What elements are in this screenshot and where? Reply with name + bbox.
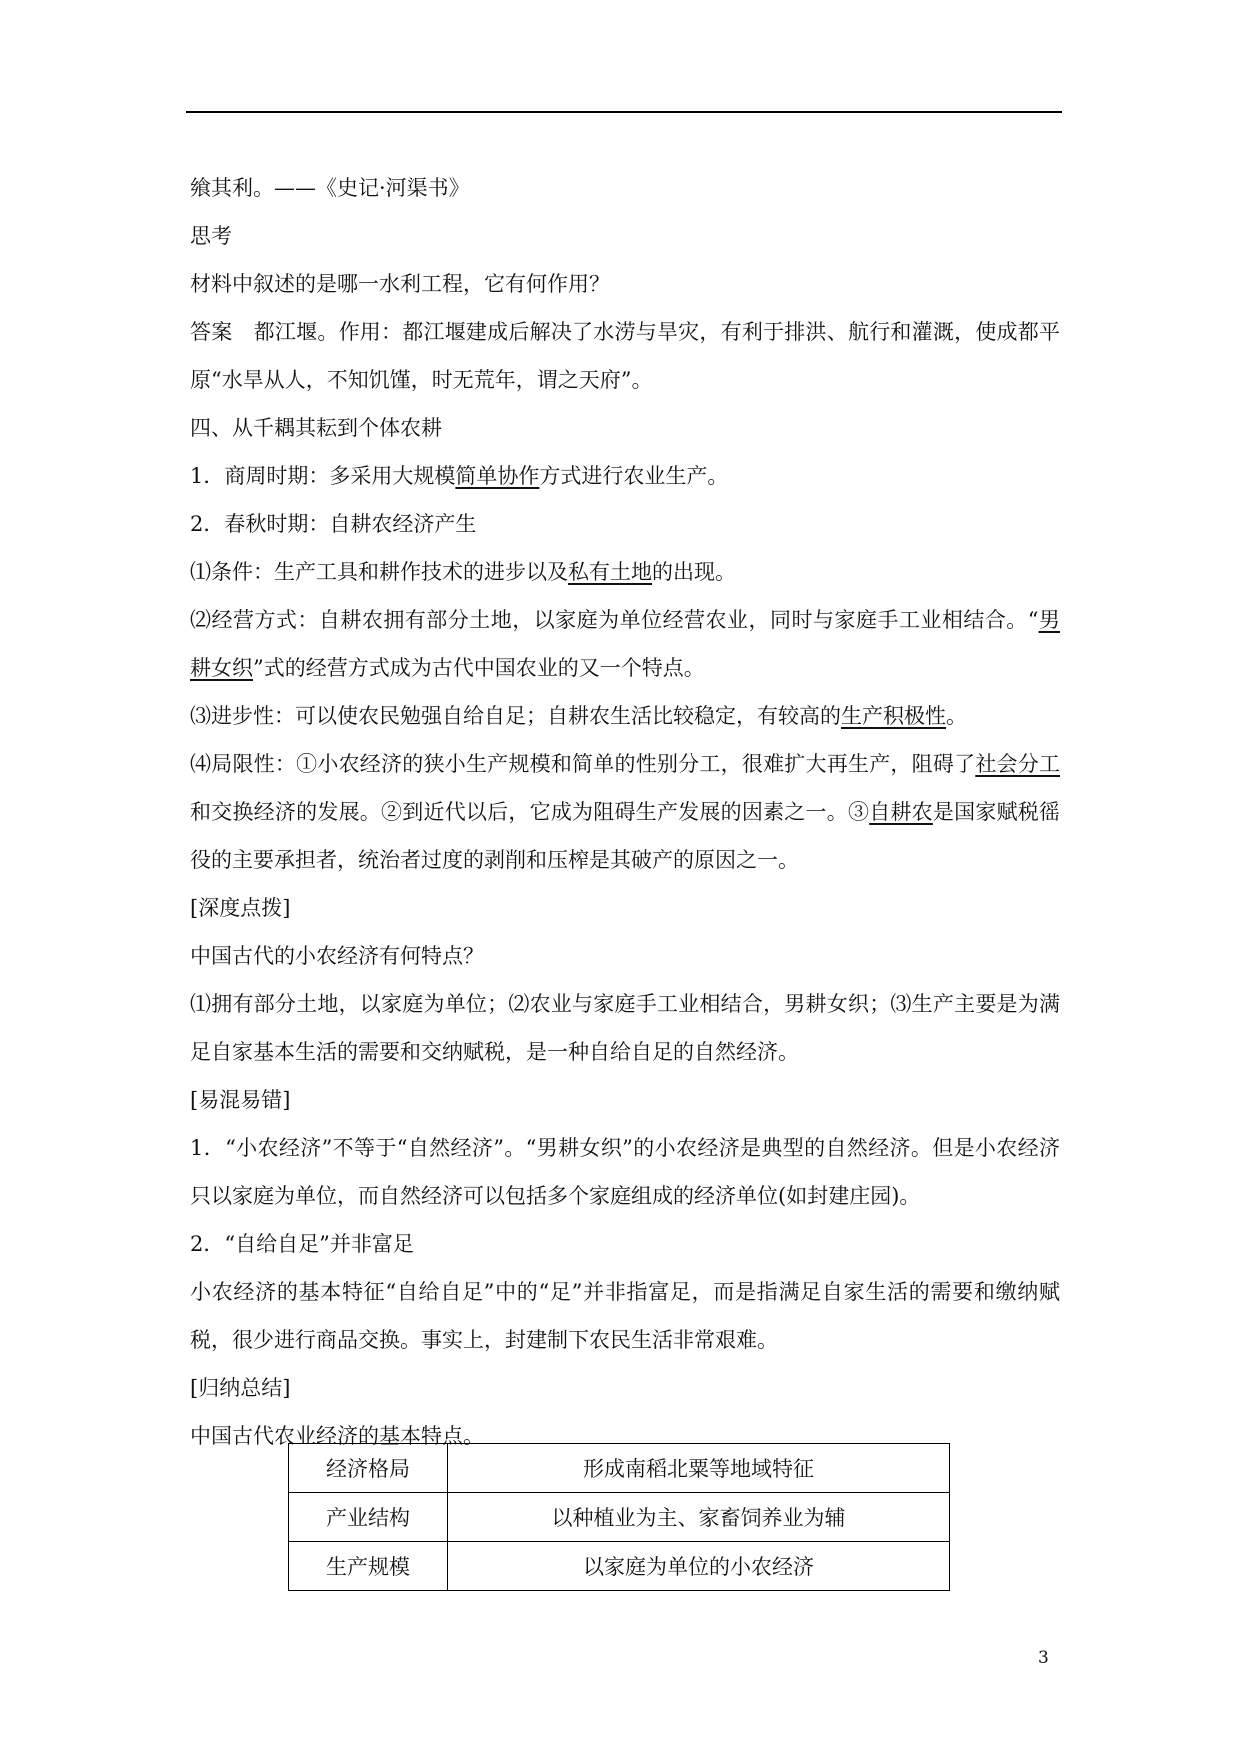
underlined-term: 简单协作 <box>455 464 540 488</box>
paragraph <box>190 1268 1060 1364</box>
text-run: 飨其利。——《史记·河渠书》 <box>190 176 470 200</box>
table-cell-value: 形成南稻北粟等地域特征 <box>448 1444 950 1493</box>
text-run: 1．商周时期：多采用大规模 <box>190 464 456 488</box>
table-row <box>289 1493 950 1542</box>
text-run: ⑷局限性：①小农经济的狭小生产规模和简单的性别分工，很难扩大再生产，阻碍了 <box>190 752 976 776</box>
document-body <box>190 164 1060 1460</box>
paragraph <box>190 1124 1060 1220</box>
underlined-term: 社会分工 <box>975 752 1061 776</box>
paragraph <box>190 212 1060 260</box>
paragraph <box>190 692 1060 740</box>
text-run: 和交换经济的发展。②到近代以后，它成为阻碍生产发展的因素之一。③ <box>190 800 870 824</box>
text-run: ⑶进步性：可以使农民勉强自给自足；自耕农生活比较稳定，有较高的 <box>190 704 841 728</box>
text-run: 的出现。 <box>652 560 736 584</box>
underlined-term: 自耕农 <box>869 800 933 824</box>
paragraph <box>190 1220 1060 1268</box>
text-run: ⑵经营方式：自耕农拥有部分土地，以家庭为单位经营农业，同时与家庭手工业相结合。“ <box>190 608 1039 632</box>
paragraph <box>190 884 1060 932</box>
underlined-term: 私有土地 <box>568 560 652 584</box>
header-rule <box>186 111 1062 113</box>
text-run: [深度点拨] <box>190 896 291 920</box>
table-cell-value: 以种植业为主、家畜饲养业为辅 <box>448 1493 950 1542</box>
table-row <box>289 1444 950 1493</box>
paragraph <box>190 548 1060 596</box>
page-number: 3 <box>1038 1648 1049 1668</box>
paragraph <box>190 500 1060 548</box>
paragraph <box>190 1364 1060 1412</box>
text-run: 1．“小农经济”不等于“自然经济”。“男耕女织”的小农经济是典型的自然经济。但是小农经济只以家庭为单位，而自然经济可以包括多个家庭组成的经济单位(如封建庄园)。 <box>190 1136 1060 1208</box>
text-run: 材料中叙述的是哪一水利工程，它有何作用？ <box>190 272 610 296</box>
text-run: [归纳总结] <box>190 1376 291 1400</box>
paragraph <box>190 740 1060 884</box>
text-run: 思考 <box>190 224 232 248</box>
summary-table <box>288 1443 950 1591</box>
paragraph <box>190 260 1060 308</box>
text-run: [易混易错] <box>190 1088 291 1112</box>
text-run: 中国古代农业经济的基本特点。 <box>190 1424 484 1448</box>
text-run: 是国家赋税徭役的主要承担者，统治者过度的剥削和压榨是其破产的原因之一。 <box>190 800 1061 872</box>
text-run: ”式的经营方式成为古代中国农业的又一个特点。 <box>253 656 705 680</box>
text-run: 答案 都江堰。作用：都江堰建成后解决了水涝与旱灾，有利于排洪、航行和灌溉，使成都平原“水旱从人，不知饥馑，时无荒年，谓之天府”。 <box>190 320 1060 392</box>
text-run: 中国古代的小农经济有何特点？ <box>190 944 484 968</box>
table-cell-label: 产业结构 <box>289 1493 448 1542</box>
text-run: 方式进行农业生产。 <box>539 464 729 488</box>
paragraph <box>190 980 1060 1076</box>
table-cell-label: 生产规模 <box>289 1542 448 1591</box>
text-run: 。 <box>946 704 967 728</box>
table-cell-label: 经济格局 <box>289 1444 448 1493</box>
paragraph <box>190 308 1060 404</box>
text-run: 小农经济的基本特征“自给自足”中的“足”并非指富足，而是指满足自家生活的需要和缴纳赋税，很少进行商品交换。事实上，封建制下农民生活非常艰难。 <box>190 1280 1060 1352</box>
paragraph <box>190 596 1060 692</box>
paragraph <box>190 452 1060 500</box>
paragraph <box>190 1076 1060 1124</box>
text-run: ⑴拥有部分土地，以家庭为单位；⑵农业与家庭手工业相结合，男耕女织；⑶生产主要是为满足自家基本生活的需要和交纳赋税，是一种自给自足的自然经济。 <box>190 992 1060 1064</box>
table-cell-value: 以家庭为单位的小农经济 <box>448 1542 950 1591</box>
text-run: 2．春秋时期：自耕农经济产生 <box>190 512 477 536</box>
underlined-term: 男耕女织 <box>190 608 1061 680</box>
text-run: ⑴条件：生产工具和耕作技术的进步以及 <box>190 560 568 584</box>
text-run: 四、从千耦其耘到个体农耕 <box>190 416 442 440</box>
underlined-term: 生产积极性 <box>841 704 946 728</box>
paragraph <box>190 164 1060 212</box>
paragraph <box>190 932 1060 980</box>
text-run: 2．“自给自足”并非富足 <box>190 1232 414 1256</box>
table-row <box>289 1542 950 1591</box>
paragraph <box>190 404 1060 452</box>
